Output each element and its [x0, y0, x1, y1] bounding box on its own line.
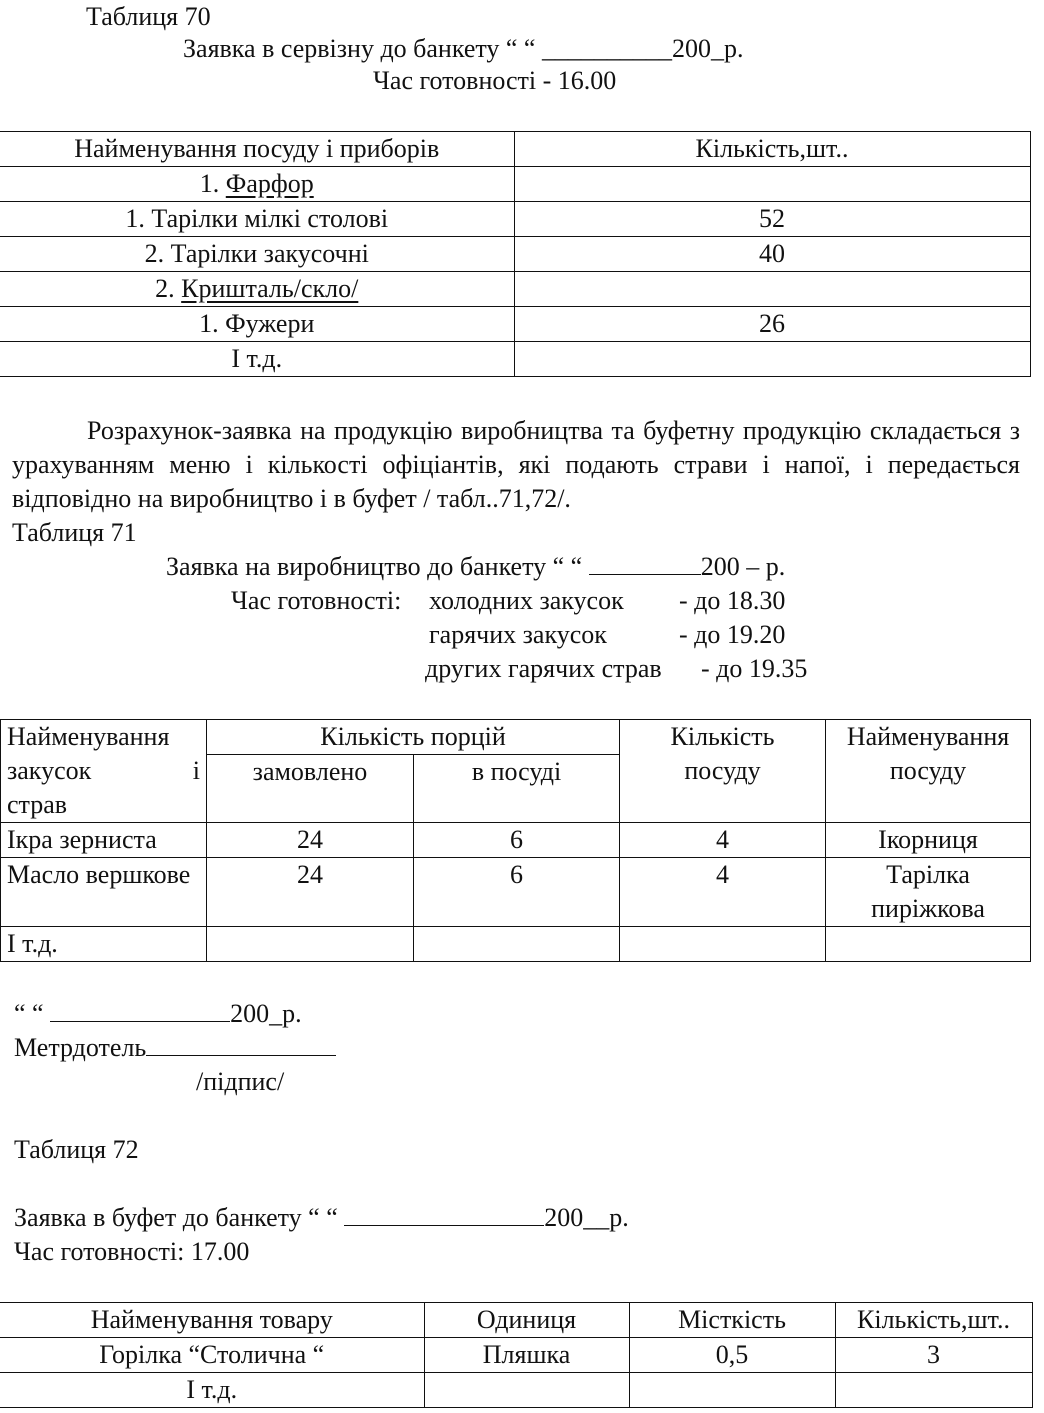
table-71-row [1, 927, 1031, 962]
table-70-section-cell [0, 167, 514, 202]
header-line [7, 754, 200, 788]
table-71-name-cell: Масло вершкове [1, 858, 207, 927]
table-71-in-dish-cell: 6 [414, 823, 620, 858]
header-line: Кількість [670, 722, 775, 751]
table-71-header-portions: Кількість порцій [207, 720, 620, 755]
table-71-in-dish-cell: 6 [414, 858, 620, 927]
table-70-qty-cell [514, 167, 1030, 202]
table-70-qty-cell [514, 342, 1030, 377]
table-72-name-cell: Горілка “Столична “ [0, 1338, 424, 1373]
table-70-ready-time: Час готовності - 16.00 [373, 66, 617, 95]
header-line: посуду [889, 756, 967, 785]
table-71-header-row [1, 720, 1031, 755]
table-71-dish-name-cell [826, 927, 1031, 962]
table-72-header-name: Найменування товару [0, 1303, 424, 1338]
table-70-section-cell [0, 272, 514, 307]
table-71-time-cold-value: - до 18.30 [679, 586, 786, 615]
table-72-unit-cell [424, 1373, 629, 1408]
date-blank [589, 551, 701, 575]
table-71-header-ordered: замовлено [207, 755, 414, 823]
table-72-qty-cell [835, 1373, 1032, 1408]
table-71-dish-count-cell: 4 [620, 823, 826, 858]
table-71-in-dish-cell [414, 927, 620, 962]
table-72-header-row [0, 1303, 1032, 1338]
table-70-caption: Таблиця 70 [86, 2, 211, 31]
table-72-title-suffix: 200__р. [544, 1203, 629, 1232]
table-71-ordered-cell: 24 [207, 823, 414, 858]
table-71-time-hot-value: - до 19.20 [679, 620, 786, 649]
header-line: страв [7, 790, 68, 819]
signature-line [14, 1031, 336, 1064]
table-70-name-cell: І т.д. [0, 342, 514, 377]
table-71-row [1, 858, 1031, 927]
table-72-caption: Таблиця 72 [14, 1135, 139, 1164]
table-70 [0, 131, 1031, 377]
header-line: Найменування [7, 722, 170, 751]
signature-blank [146, 1032, 336, 1056]
table-70-header-name: Найменування посуду і приборів [0, 132, 514, 167]
table-71-time-label: Час готовності: [231, 586, 402, 615]
table-70-title: Заявка в сервізну до банкету “ “ __________200_р. [183, 34, 744, 63]
body-paragraph: Розрахунок-заявка на продукцію виробництва та буфетну продукцію складається з урахуванням меню і кількості офіціантів, які подають страви і напої, і передається відповідно на виробництво і в буфет / табл..71,72/. [12, 416, 1020, 513]
table-71-dish-name-cell: Ікорниця [826, 823, 1031, 858]
table-71-caption: Таблиця 71 [12, 518, 137, 547]
table-71-time-hot-label: гарячих закусок [429, 620, 607, 649]
table-71-dish-count-cell [620, 927, 826, 962]
header-line: Найменування [846, 722, 1010, 751]
table-70-qty-cell: 40 [514, 237, 1030, 272]
table-70-row [0, 167, 1030, 202]
table-70-qty-cell: 52 [514, 202, 1030, 237]
table-72-row [0, 1338, 1032, 1373]
table-72-qty-cell: 3 [835, 1338, 1032, 1373]
table-71-time-main-label: других гарячих страв [425, 654, 662, 683]
table-71-ordered-cell [207, 927, 414, 962]
table-71-header-dish-count [620, 720, 826, 823]
table-70-header-qty: Кількість,шт.. [514, 132, 1030, 167]
date-blank [50, 998, 230, 1022]
table-71-time-main-value: - до 19.35 [701, 654, 808, 683]
table-71-name-cell: І т.д. [1, 927, 207, 962]
table-70-qty-cell [514, 272, 1030, 307]
table-72-header-qty: Кількість,шт.. [835, 1303, 1032, 1338]
section-name: Фарфор [225, 169, 314, 198]
table-72-title-prefix: Заявка в буфет до банкету “ “ [14, 1203, 338, 1232]
table-71-time-cold-label: холодних закусок [429, 586, 624, 615]
signature-role: Метрдотель [14, 1033, 147, 1062]
table-72-volume-cell [629, 1373, 835, 1408]
table-72-name-cell: І т.д. [0, 1373, 424, 1408]
table-71-dish-name-cell: Тарілка пиріжкова [826, 858, 1031, 927]
table-70-row [0, 307, 1030, 342]
table-70-name-cell: 1. Фужери [0, 307, 514, 342]
signature-date-suffix: 200_р. [230, 999, 302, 1028]
table-70-row [0, 237, 1030, 272]
table-71-title [166, 550, 785, 583]
table-72-ready-time: Час готовності: 17.00 [14, 1237, 250, 1266]
section-number: 2. [155, 274, 182, 303]
table-70-name-cell: 1. Тарілки мілкі столові [0, 202, 514, 237]
header-word: і [192, 756, 200, 785]
table-72 [0, 1302, 1033, 1408]
table-70-header-row [0, 132, 1030, 167]
table-71-name-cell: Ікра зерниста [1, 823, 207, 858]
section-number: 1. [199, 169, 226, 198]
table-70-row [0, 202, 1030, 237]
table-72-unit-cell: Пляшка [424, 1338, 629, 1373]
table-72-title [14, 1201, 629, 1234]
table-71-header-name [1, 720, 207, 823]
table-71 [0, 719, 1031, 962]
table-71-ordered-cell: 24 [207, 858, 414, 927]
table-72-row [0, 1373, 1032, 1408]
header-line: посуду [684, 756, 761, 785]
table-71-header-dish-name [826, 720, 1031, 823]
table-71-title-suffix: 200 – р. [700, 552, 786, 581]
table-70-qty-cell: 26 [514, 307, 1030, 342]
table-70-row [0, 342, 1030, 377]
table-71-title-prefix: Заявка на виробництво до банкету “ “ [166, 552, 583, 581]
signature-date-prefix: “ “ [14, 999, 44, 1028]
signature-date [14, 997, 302, 1030]
table-72-volume-cell: 0,5 [629, 1338, 835, 1373]
table-70-row [0, 272, 1030, 307]
header-word: закусок [7, 756, 92, 785]
date-blank [344, 1202, 544, 1226]
table-72-header-volume: Місткість [629, 1303, 835, 1338]
table-71-header-in-dish: в посуді [414, 755, 620, 823]
table-71-row [1, 823, 1031, 858]
section-name: Кришталь/скло/ [181, 274, 359, 303]
table-70-name-cell: 2. Тарілки закусочні [0, 237, 514, 272]
table-71-dish-count-cell: 4 [620, 858, 826, 927]
table-72-header-unit: Одиниця [424, 1303, 629, 1338]
signature-hint: /підпис/ [196, 1067, 285, 1096]
